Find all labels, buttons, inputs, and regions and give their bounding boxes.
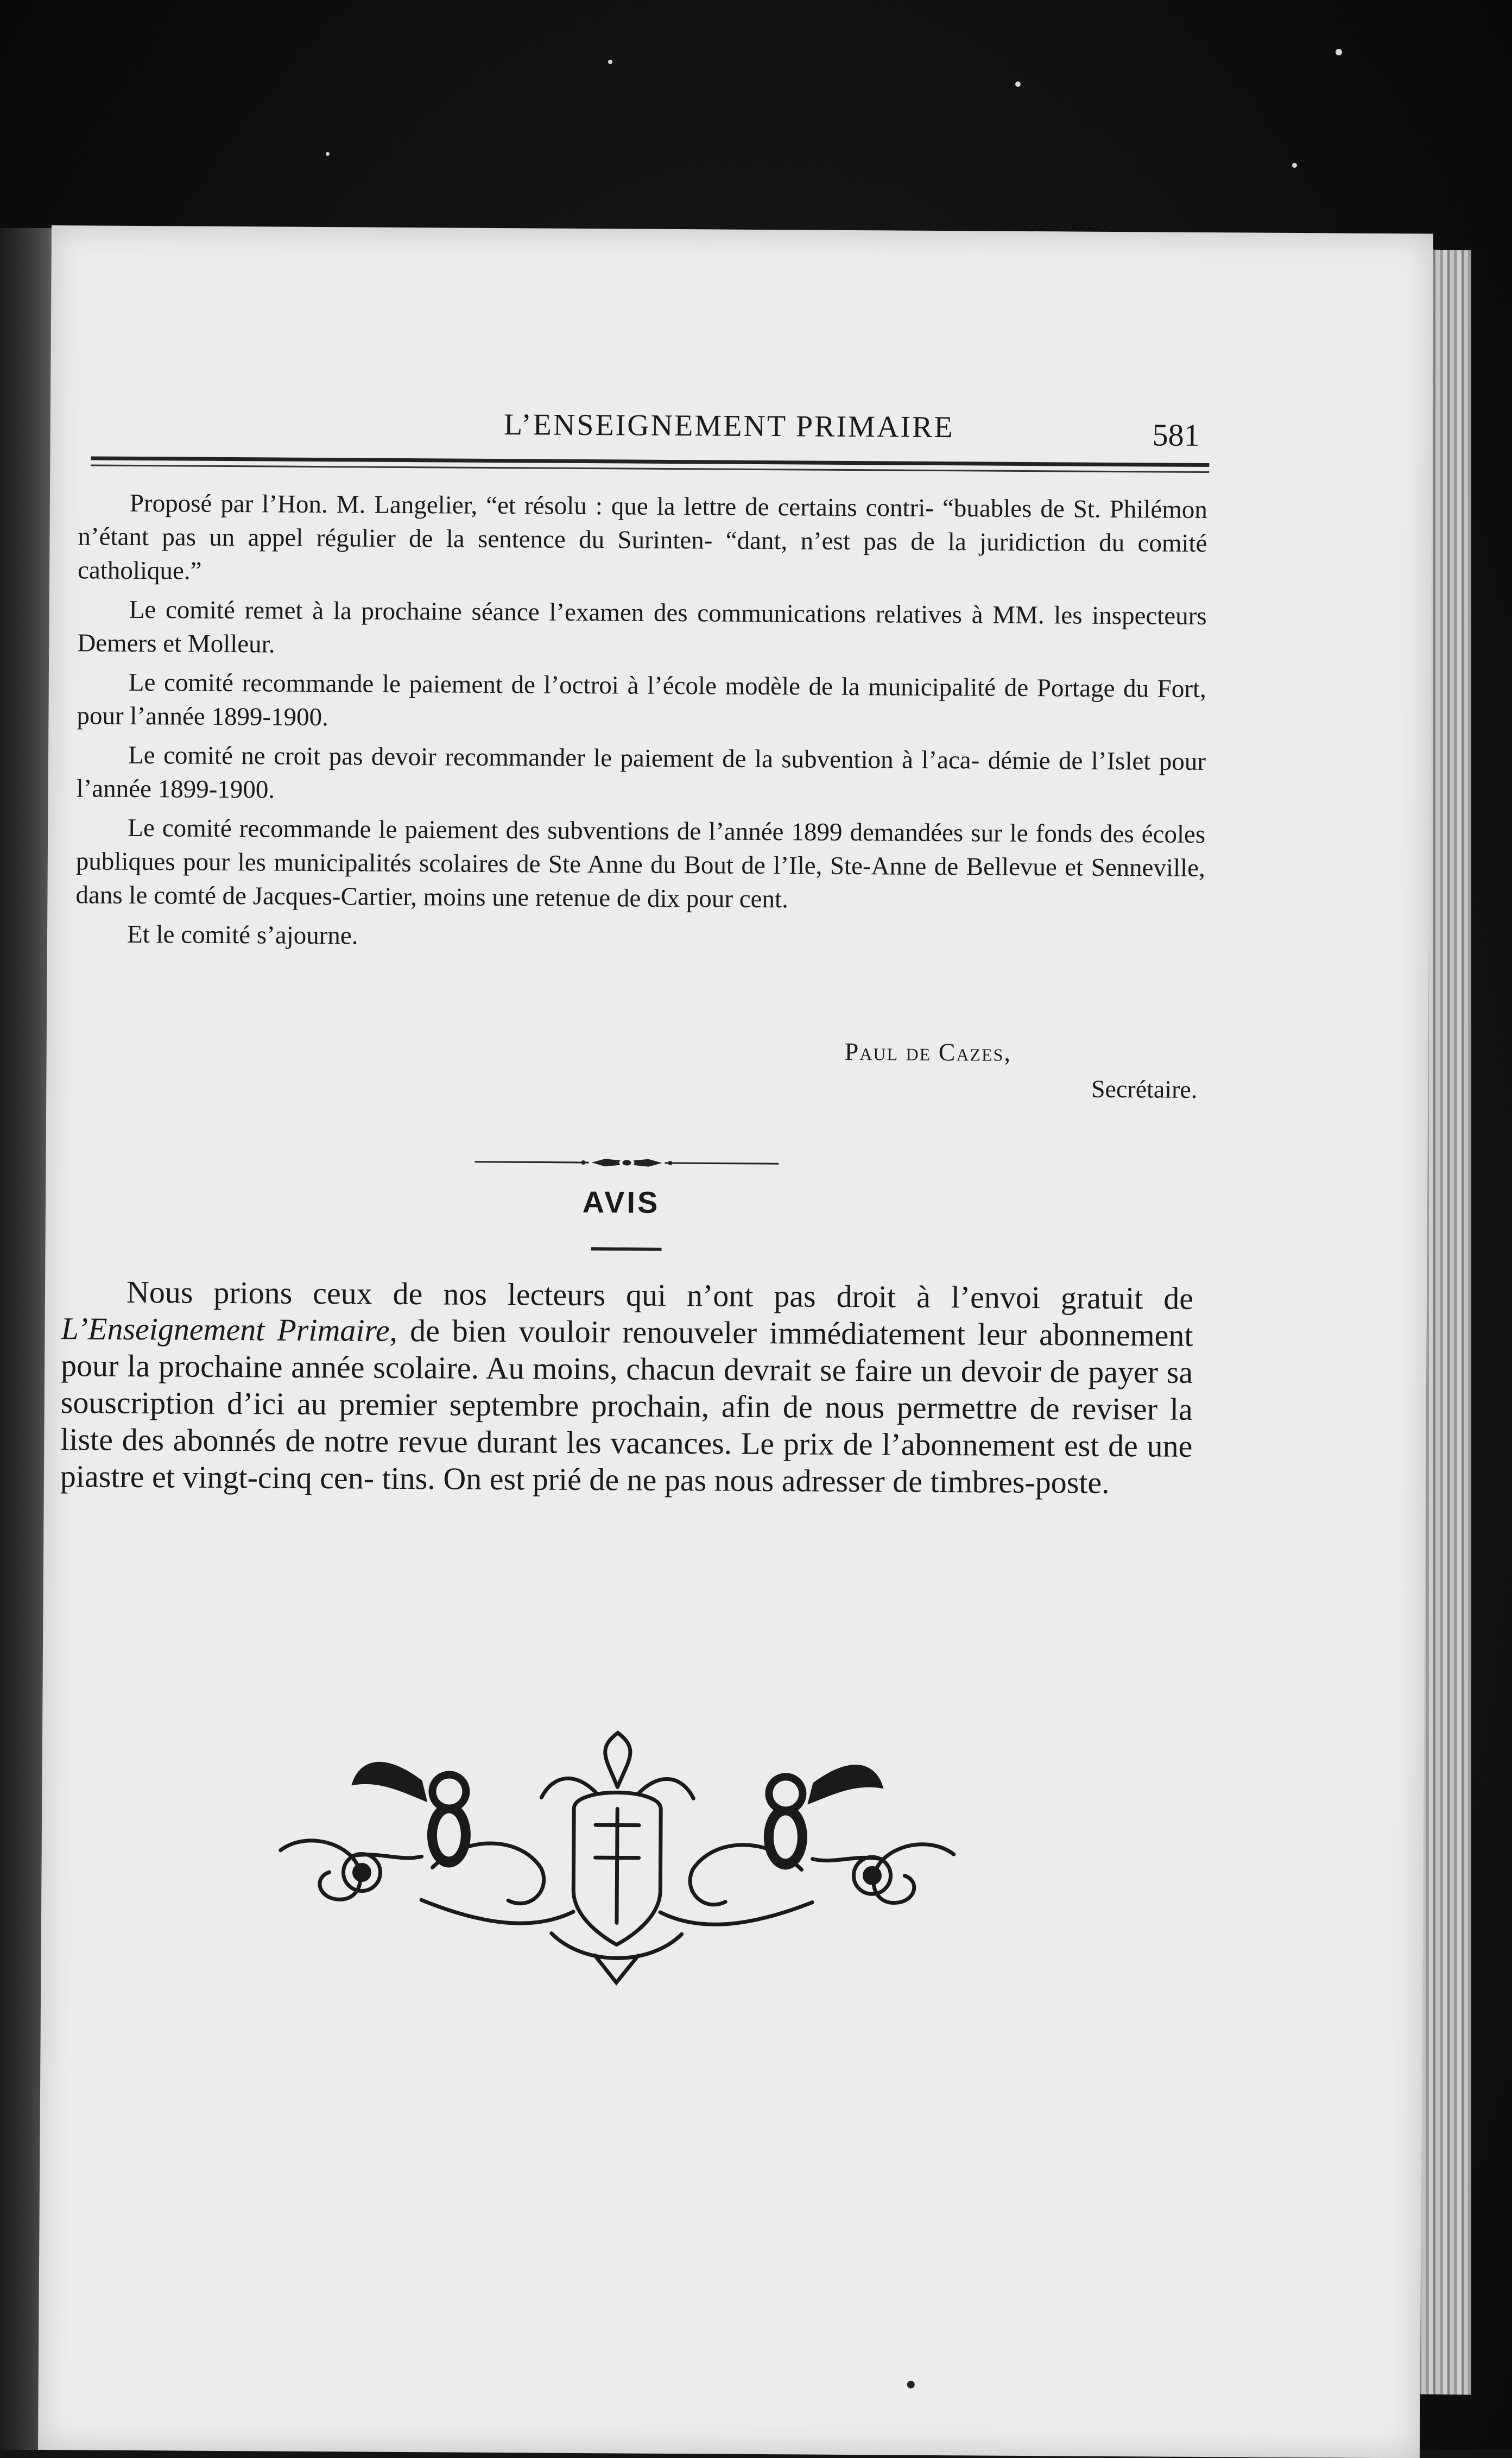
ornament-rule (475, 1154, 779, 1172)
ink-spot (907, 2381, 915, 2389)
signature-title: Secrétaire. (1091, 1075, 1198, 1103)
notice-text (60, 1273, 1193, 1502)
notice-title: AVIS (582, 1185, 660, 1219)
paragraph: Et le comité s’ajourne. (126, 920, 358, 950)
dust-speck (1015, 81, 1021, 87)
page-number: 581 (1152, 417, 1200, 453)
paragraph: Le comité ne croit pas devoir recommander le paiement de la subvention à l’aca- démie de l’Islet pour l’année 1899-1900. (76, 741, 1206, 804)
dust-speck (1292, 163, 1297, 168)
paragraph: Le comité remet à la prochaine séance l’examen des communications relatives à MM. les inspecteurs Demers et Molleur. (77, 595, 1207, 659)
paragraph: Proposé par l’Hon. M. Langelier, “et résolu : que la lettre de certains contri- “buables de St. Philémon n’étant pas un appel régulier de la sentence du Surinten- “dant, n’est pas de la juridiction du comité catholique.” (77, 489, 1207, 585)
book-page (38, 225, 1433, 2458)
title-underline (591, 1247, 661, 1251)
running-title: L’ENSEIGNEMENT PRIMAIRE (503, 408, 954, 445)
dust-speck (608, 60, 612, 64)
notice-text-start: Nous prions ceux de nos lecteurs qui n’ont pas droit à l’envoi gratuit de (126, 1274, 1194, 1316)
journal-title: L’Enseignement Primaire (61, 1311, 390, 1348)
signature-block (833, 1034, 1198, 1108)
notice-text-end: , de bien vouloir renouveler immédiatement leur abonnement pour la prochaine année scolaire. Au moins, chacun devrait se faire un devoir de payer sa souscription d’ici au premier septembre prochain, afin de nous permettre de reviser la liste des abonnés de notre revue durant les vacances. Le prix de l’abonnement est de une piastre et vingt-cinq cen- tins. On est prié de ne pas nous adresser de timbres-poste. (60, 1312, 1193, 1500)
notice-paragraph (60, 1273, 1193, 1502)
paragraph: Le comité recommande le paiement des subventions de l’année 1899 demandées sur le fonds des écoles publiques pour les municipalités scolaires de Ste Anne du Bout de l’Ile, Ste-Anne de Bellevue et Senneville, dans le comté de Jacques-Cartier, moins une retenue de dix pour cent. (75, 813, 1206, 914)
dust-speck (1336, 49, 1342, 55)
dust-speck (326, 152, 330, 156)
minutes-text (75, 486, 1207, 963)
cherub-vignette-ornament (269, 1726, 965, 1991)
paragraph: Le comité recommande le paiement de l’octroi à l’école modèle de la municipalité de Portage du Fort, pour l’année 1899-1900. (77, 668, 1206, 732)
signature-name: Paul de Cazes, (844, 1037, 1012, 1066)
